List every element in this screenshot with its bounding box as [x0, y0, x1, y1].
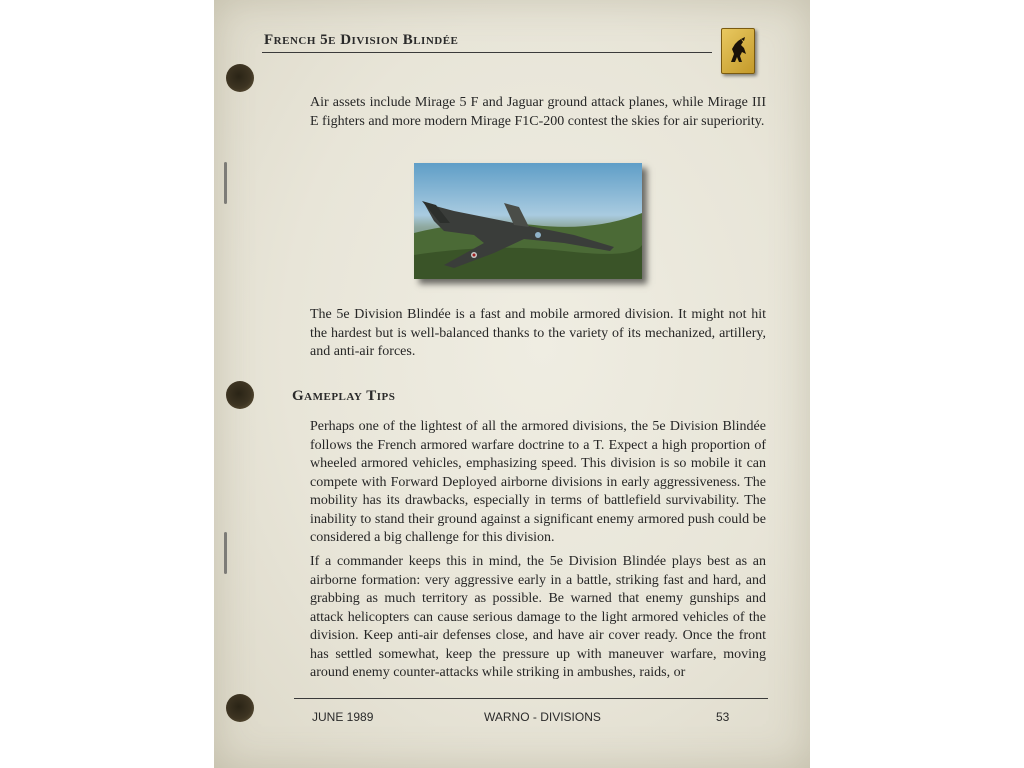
document-page: [214, 0, 810, 768]
footer-divider: [294, 698, 768, 699]
paragraph-division-summary: The 5e Division Blindée is a fast and mobile armored division. It might not hit the hardest but is well-balanced thanks to the variety of its mechanized, artillery, and anti-air forces.: [310, 307, 766, 359]
paragraph-air-assets: Air assets include Mirage 5 F and Jaguar ground attack planes, while Mirage III E fighters and more modern Mirage F1C-200 contest the skies for air superiority.: [310, 95, 766, 129]
header-divider: [262, 52, 712, 53]
prancing-horse-icon: [721, 28, 755, 74]
staple-mark: [224, 532, 227, 574]
footer-date: JUNE 1989: [312, 710, 374, 724]
mirage-jet-photo: [414, 163, 642, 279]
binder-hole: [226, 694, 254, 722]
staple-mark: [224, 162, 227, 204]
page-header-title: French 5e Division Blindée: [264, 32, 459, 48]
paragraph-gameplay-tips-1: Perhaps one of the lightest of all the armored divisions, the 5e Division Blindée follows the French armored warfare doctrine to a T. Expect a high proportion of wheeled armored vehicles, emphasizing speed. This division is so mobile it can compete with Forward Deployed airborne divisions in early aggressiveness. The mobility has its drawbacks, especially in terms of battlefield survivability. The inability to stand their ground against a significant enemy armored push could be considered a big challenge for this division.: [310, 419, 766, 545]
page-number: 53: [716, 710, 730, 724]
binder-hole: [226, 381, 254, 409]
paragraph-gameplay-tips-2: If a commander keeps this in mind, the 5e Division Blindée plays best as an airborne formation: very aggressive early in a battle, striking fast and hard, and grabbing as much territory as possible. Be warned that enemy gunships and attack helicopters can cause serious damage to the light armored vehicles of the division. Keep anti-air defenses close, and have air cover ready. Once the front has settled somewhat, keep the pressure up with maneuver warfare, moving around enemy counter-attacks while striking in ambushes, raids, or: [310, 554, 766, 680]
section-title-gameplay-tips: Gameplay Tips: [292, 388, 396, 404]
footer-title: WARNO - DIVISIONS: [484, 710, 601, 724]
binder-hole: [226, 64, 254, 92]
